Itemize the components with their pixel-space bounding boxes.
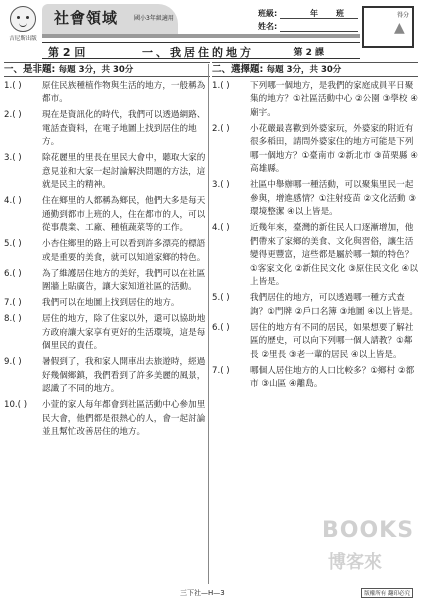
true-false-header: [4, 62, 210, 77]
grade-label: 年: [310, 9, 318, 18]
question-number[interactable]: 7.( ): [4, 298, 22, 308]
question-item: [212, 292, 418, 319]
class-field: [280, 18, 358, 19]
question-item: [4, 313, 210, 354]
subject-banner: [42, 4, 178, 34]
score-box: [362, 6, 414, 48]
question-number[interactable]: 1.( ): [4, 80, 22, 91]
subject-subtitle: 國小3年級適用: [134, 15, 174, 22]
question-number[interactable]: 2.( ): [4, 110, 22, 120]
question-number[interactable]: 5.( ): [4, 239, 22, 249]
publisher-logo: [6, 6, 40, 50]
question-text: 居住的地方，除了住家以外，還可以協助地方政府讓大家享有更好的生活環境，這是每個里民的責任。: [42, 314, 206, 351]
question-item: [4, 152, 210, 193]
question-text: 為了維護居住地方的美好，我們可以在社區圍牆上貼廣告，讓大家知道社區的活動。: [42, 268, 206, 292]
question-text: 社區中舉辦哪一種活動，可以聚集里民一起參與，增進感情？①注射疫苗 ②文化活動 ③環境整潔 ④以上皆是。: [250, 180, 417, 217]
lesson-number: 第 2 回: [48, 46, 86, 59]
question-number[interactable]: 7.( ): [212, 365, 230, 376]
question-number[interactable]: 3.( ): [4, 153, 22, 163]
true-false-list: [4, 80, 210, 440]
question-number[interactable]: 8.( ): [4, 314, 22, 324]
true-false-section: [4, 62, 210, 587]
name-row: [258, 21, 358, 34]
copyright-stamp: 版權所有 翻印必究: [361, 588, 413, 598]
header-band: [42, 34, 360, 38]
question-number[interactable]: 6.( ): [212, 322, 230, 333]
question-item: [4, 80, 210, 107]
question-item: [4, 238, 210, 265]
page-number: 三下社—H—3: [180, 589, 225, 597]
question-number[interactable]: 2.( ): [212, 123, 230, 134]
question-text: 近幾年來，臺灣的新住民人口逐漸增加，他們帶來了家鄉的美食、文化與習俗，讓生活變得更豐富，這些都是屬於哪一類的特色？①客家文化 ②新住民文化 ③原住民文化 ④以上皆是。: [250, 223, 418, 287]
question-text: 小萱的家人每年都會到社區活動中心參加里民大會，他們都是很熱心的人，會一起討論並且幫忙改善居住的地方。: [42, 400, 206, 437]
question-item: [212, 80, 418, 121]
multiple-choice-header: [212, 62, 418, 77]
question-item: [212, 123, 418, 177]
subject-title: 社會領域: [54, 9, 119, 27]
question-number[interactable]: 6.( ): [4, 268, 22, 279]
question-item: [212, 179, 418, 220]
question-number[interactable]: 9.( ): [4, 357, 22, 367]
class-suffix: 班: [336, 9, 344, 18]
question-text: 我們居住的地方，可以透過哪一種方式查詢？①門牌 ②戶口名簿 ③地圖 ④以上皆是。: [250, 293, 418, 317]
page-footer: [0, 586, 421, 600]
question-number[interactable]: 5.( ): [212, 293, 230, 303]
watermark: [322, 518, 418, 582]
watermark-line-2: 博客來: [328, 552, 382, 573]
question-item: [4, 399, 210, 440]
question-item: [212, 222, 418, 290]
multiple-choice-title: 二、選擇題:: [212, 64, 264, 75]
question-text: 住在鄉里的人都稱為鄉民，他們大多是每天通勤到都市上班的人，住在都市的人，可以從事農業、工廠、種植蔬菜等的工作。: [42, 196, 206, 233]
class-row: [258, 8, 358, 21]
question-text: 原住民族種植作物與生活的地方，一般稱為都市。: [42, 80, 206, 104]
question-text: 居住的地方有不同的居民，如果想要了解社區的歷史，可以向下列哪一個人請教？①鄰長 ②里長 ③老一輩的居民 ④以上皆是。: [250, 322, 414, 360]
question-item: [4, 195, 210, 236]
multiple-choice-points: 每題 3分，共 30分: [266, 65, 342, 75]
multiple-choice-section: [212, 62, 418, 587]
score-label: 得分: [396, 12, 409, 19]
question-item: [212, 365, 418, 392]
question-text: 小花嚴最喜歡到外婆家玩，外婆家的附近有很多稻田，請問外婆家住的地方可能是下列哪一個地方？①臺南市 ②新北市 ③苗栗縣 ④高雄縣。: [250, 123, 418, 174]
name-field: [280, 31, 358, 32]
question-text: 暑假到了，我和家人開車出去旅遊時，經過好幾個鄉鎮，我們看到了許多美麗的風景，認識了不同的地方。: [42, 357, 206, 394]
taiwan-map-icon: ▲: [394, 20, 405, 36]
question-item: [4, 109, 210, 150]
logo-caption: 吉尼斯出版: [9, 36, 37, 42]
watermark-line-1: BOOKS: [322, 518, 415, 543]
question-item: [4, 356, 210, 397]
question-item: [212, 322, 418, 363]
question-number[interactable]: 10.( ): [4, 400, 28, 410]
question-text: 下列哪一個地方，是我們的家庭成員平日聚集的地方？①社區活動中心 ②公園 ③學校 ④廟宇。: [250, 80, 418, 118]
question-number[interactable]: 4.( ): [4, 196, 22, 206]
question-item: [4, 297, 210, 311]
question-text: 除花麗里的里長在里民大會中，聽取大家的意見並和大家一起討論解決問題的方法，這就是民主的精神。: [42, 153, 206, 190]
multiple-choice-list: [212, 80, 418, 392]
question-text: 哪個人居住地方的人口比較多？①鄉村 ②都市 ③山區 ④離島。: [250, 365, 415, 389]
class-label: 班級:: [258, 9, 278, 18]
name-label: 姓名:: [258, 22, 278, 31]
true-false-points: 每題 3分，共 30分: [58, 65, 134, 75]
question-text: 小杏住鄉里的路上可以看到許多漂亮的標語或是重要的美食，就可以知道家鄉的特色。: [42, 239, 206, 263]
question-number[interactable]: 1.( ): [212, 80, 230, 91]
column-divider: [208, 64, 209, 584]
student-info: [258, 8, 358, 34]
question-number[interactable]: 3.( ): [212, 180, 230, 190]
lesson-bar: [42, 42, 360, 59]
lesson-name: 一、我居住的地方: [142, 46, 254, 59]
question-item: [4, 268, 210, 295]
lesson-class: 第 2 課: [293, 48, 324, 58]
question-text: 現在是資訊化的時代，我們可以透過網路、電話查資料，在電子地圖上找到居住的地方。: [42, 110, 206, 147]
question-text: 我們可以在地圖上找到居住的地方。: [42, 298, 180, 308]
true-false-title: 一、是非題:: [4, 64, 56, 75]
question-number[interactable]: 4.( ): [212, 223, 230, 233]
mascot-face-icon: [10, 6, 36, 32]
